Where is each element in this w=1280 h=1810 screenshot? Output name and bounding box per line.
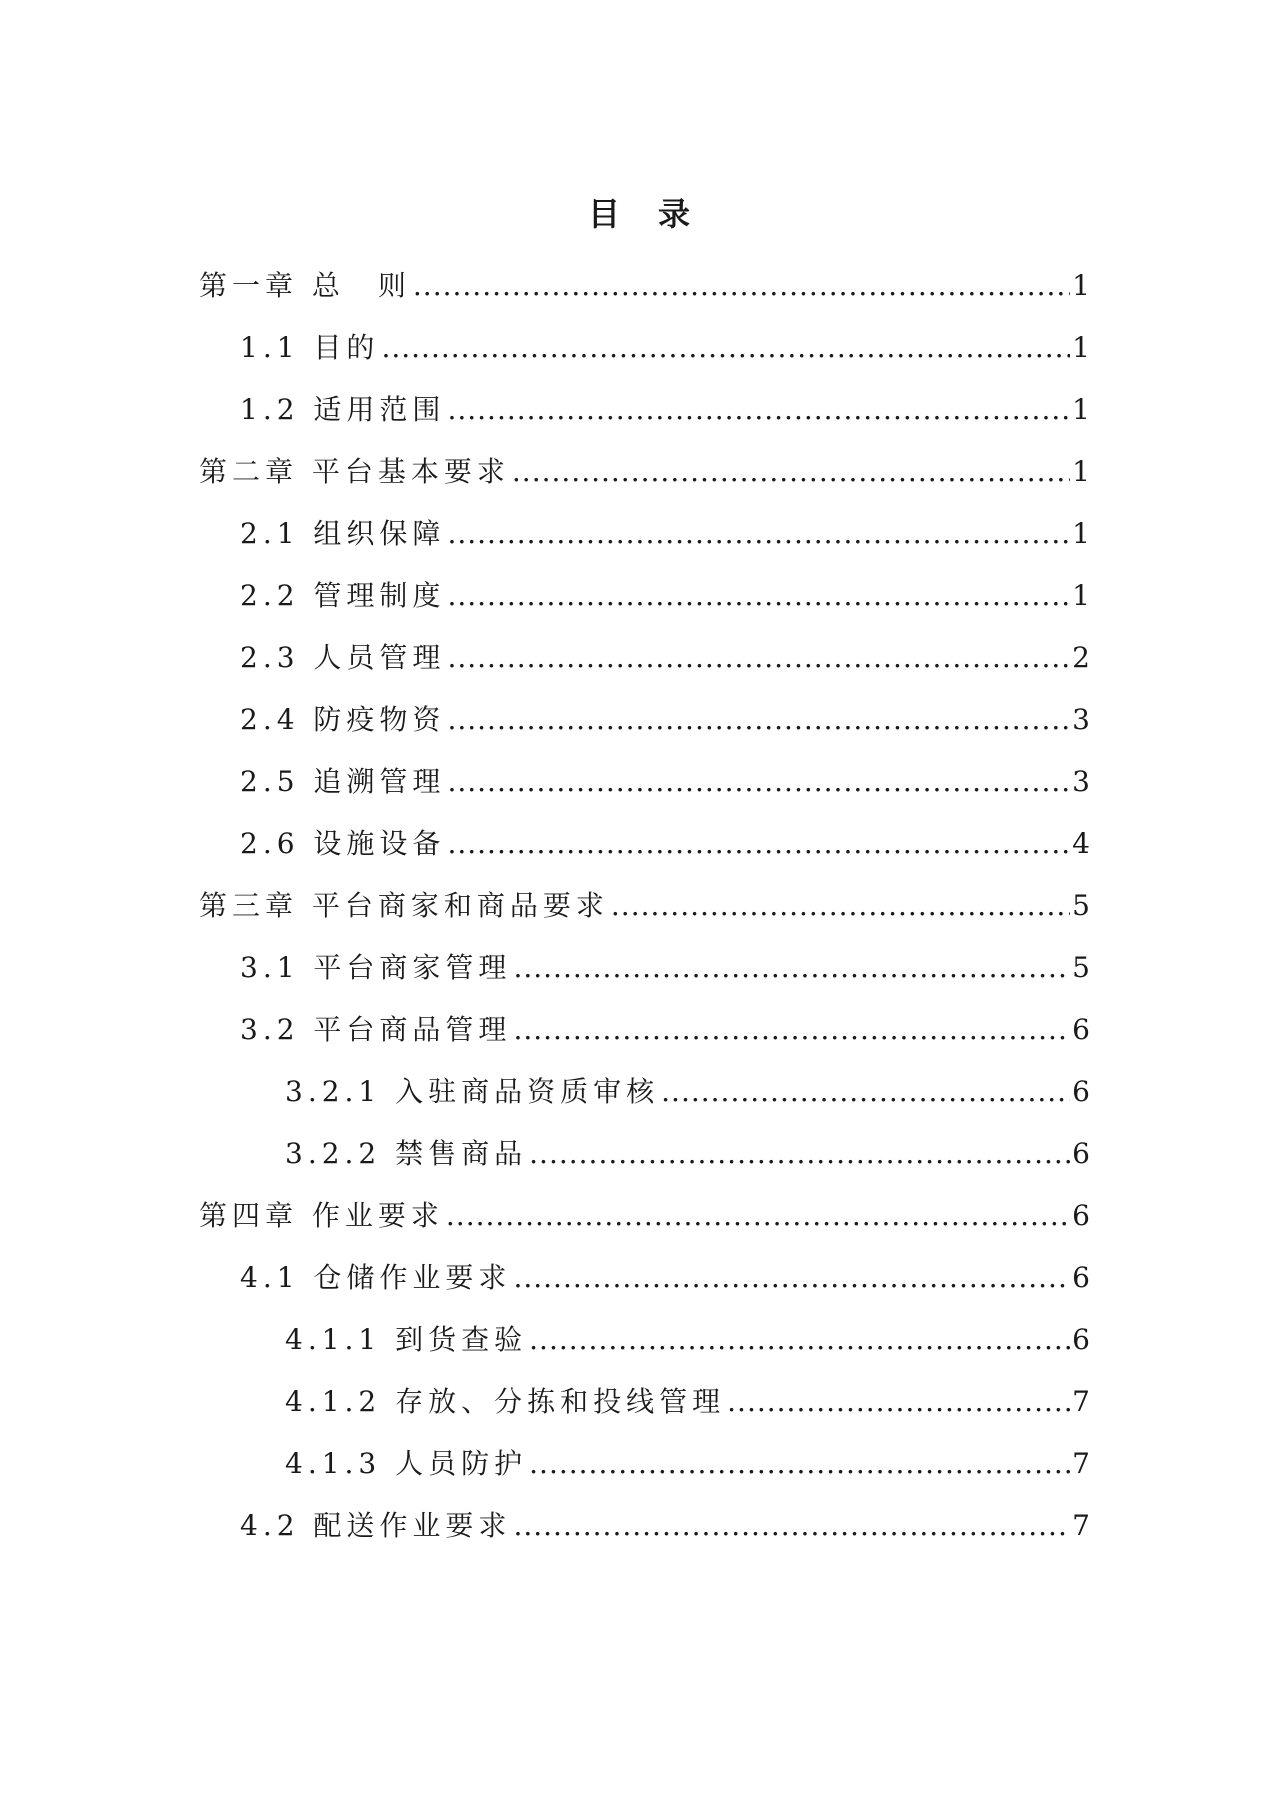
toc-dot-leader — [413, 262, 1070, 310]
toc-entry-label: 第二章 平台基本要求 — [199, 455, 510, 488]
toc-entry-label: 第一章 总 则 — [199, 269, 411, 302]
toc-entry-3-1[interactable] — [240, 944, 1090, 992]
toc-dot-leader — [447, 386, 1070, 434]
toc-entry-label: 4.1.3 人员防护 — [285, 1447, 528, 1480]
toc-entry-label: 4.2 配送作业要求 — [240, 1509, 512, 1542]
toc-dot-leader — [446, 1192, 1070, 1240]
toc-entry-label: 2.1 组织保障 — [240, 517, 446, 550]
toc-entry-chapter-4[interactable] — [199, 1192, 1090, 1240]
toc-dot-leader — [513, 944, 1070, 992]
toc-entry-1-2[interactable] — [240, 386, 1090, 434]
toc-dot-leader — [513, 1254, 1070, 1302]
toc-page-number: 6 — [1072, 1075, 1090, 1108]
toc-entry-label: 1.1 目的 — [240, 331, 380, 364]
toc-dot-leader — [611, 882, 1070, 930]
toc-page-number: 4 — [1072, 827, 1090, 860]
toc-dot-leader — [661, 1068, 1070, 1116]
toc-entry-2-1[interactable] — [240, 510, 1090, 558]
toc-entry-2-4[interactable] — [240, 696, 1090, 744]
toc-page-number: 2 — [1072, 641, 1090, 674]
toc-entry-label: 4.1.2 存放、分拣和投线管理 — [285, 1385, 726, 1418]
toc-entry-4-2[interactable] — [240, 1502, 1090, 1550]
toc-page-number: 1 — [1072, 331, 1090, 364]
toc-entry-label: 2.6 设施设备 — [240, 827, 446, 860]
toc-entry-label: 2.4 防疫物资 — [240, 703, 446, 736]
toc-entry-label: 第四章 作业要求 — [199, 1199, 444, 1232]
page-title — [0, 190, 1280, 238]
toc-entry-label: 3.2.2 禁售商品 — [285, 1137, 528, 1170]
toc-entry-label: 3.2 平台商品管理 — [240, 1013, 512, 1046]
title-char-1: 目 — [587, 195, 622, 233]
toc-entry-label: 4.1 仓储作业要求 — [240, 1261, 512, 1294]
toc-entry-label: 第三章 平台商家和商品要求 — [199, 889, 609, 922]
toc-dot-leader — [447, 634, 1070, 682]
toc-page-number: 1 — [1072, 455, 1090, 488]
toc-entry-label: 2.3 人员管理 — [240, 641, 446, 674]
toc-entry-4-1-3[interactable] — [285, 1440, 1090, 1488]
toc-entry-4-1-2[interactable] — [285, 1378, 1090, 1426]
toc-entry-label: 3.2.1 入驻商品资质审核 — [285, 1075, 660, 1108]
toc-entry-label: 2.5 追溯管理 — [240, 765, 446, 798]
toc-dot-leader — [447, 758, 1070, 806]
toc-entry-4-1[interactable] — [240, 1254, 1090, 1302]
toc-page-number: 6 — [1072, 1323, 1090, 1356]
toc-dot-leader — [447, 696, 1070, 744]
toc-dot-leader — [512, 448, 1070, 496]
toc-dot-leader — [447, 820, 1070, 868]
toc-dot-leader — [447, 572, 1070, 620]
toc-entry-1-1[interactable] — [240, 324, 1090, 372]
toc-entry-label: 4.1.1 到货查验 — [285, 1323, 528, 1356]
toc-page-number: 1 — [1072, 517, 1090, 550]
toc-entry-3-2[interactable] — [240, 1006, 1090, 1054]
toc-entry-3-2-1[interactable] — [285, 1068, 1090, 1116]
toc-entry-chapter-2[interactable] — [199, 448, 1090, 496]
toc-page-number: 5 — [1072, 889, 1090, 922]
toc-page-number: 1 — [1072, 269, 1090, 302]
toc-entry-label: 1.2 适用范围 — [240, 393, 446, 426]
toc-dot-leader — [513, 1502, 1070, 1550]
toc-dot-leader — [727, 1378, 1070, 1426]
toc-page-number: 5 — [1072, 951, 1090, 984]
toc-page-number: 3 — [1072, 703, 1090, 736]
toc-entry-3-2-2[interactable] — [285, 1130, 1090, 1178]
toc-dot-leader — [447, 510, 1070, 558]
toc-page-number: 6 — [1072, 1137, 1090, 1170]
toc-entry-2-3[interactable] — [240, 634, 1090, 682]
toc-dot-leader — [381, 324, 1070, 372]
toc-dot-leader — [529, 1130, 1070, 1178]
toc-page-number: 3 — [1072, 765, 1090, 798]
toc-dot-leader — [529, 1316, 1070, 1364]
toc-page-number: 1 — [1072, 393, 1090, 426]
toc-page-number: 7 — [1072, 1447, 1090, 1480]
toc-page-number: 7 — [1072, 1509, 1090, 1542]
title-char-2: 录 — [658, 195, 693, 233]
toc-page-number: 7 — [1072, 1385, 1090, 1418]
toc-entry-chapter-1[interactable] — [199, 262, 1090, 310]
toc-entry-2-6[interactable] — [240, 820, 1090, 868]
toc-dot-leader — [529, 1440, 1070, 1488]
toc-entry-2-2[interactable] — [240, 572, 1090, 620]
toc-entry-chapter-3[interactable] — [199, 882, 1090, 930]
toc-entry-label: 3.1 平台商家管理 — [240, 951, 512, 984]
toc-entry-label: 2.2 管理制度 — [240, 579, 446, 612]
toc-page-number: 1 — [1072, 579, 1090, 612]
toc-page-number: 6 — [1072, 1013, 1090, 1046]
toc-entry-4-1-1[interactable] — [285, 1316, 1090, 1364]
toc-page-number: 6 — [1072, 1261, 1090, 1294]
toc-dot-leader — [513, 1006, 1070, 1054]
toc-entry-2-5[interactable] — [240, 758, 1090, 806]
toc-page-number: 6 — [1072, 1199, 1090, 1232]
